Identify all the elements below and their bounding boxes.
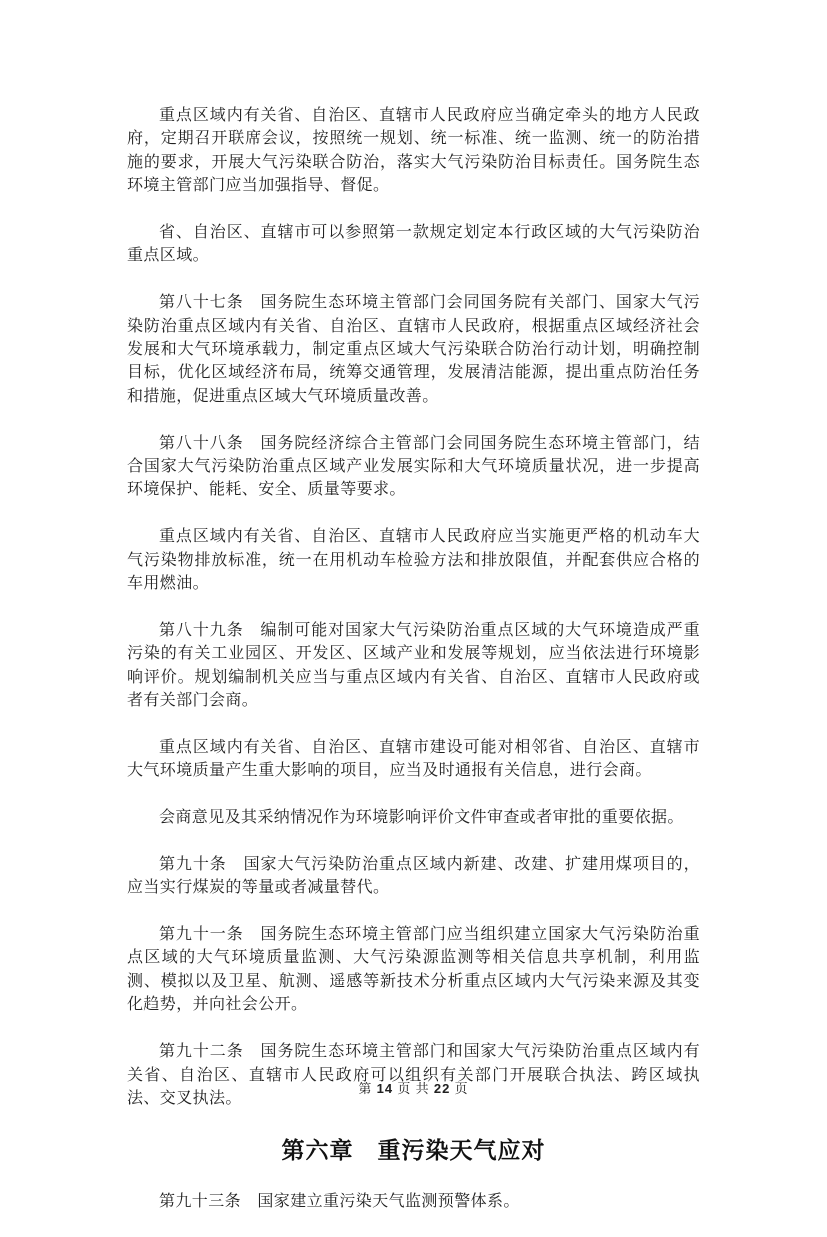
footer-label-prefix: 第 <box>358 1081 373 1096</box>
document-content <box>127 104 700 1237</box>
law-paragraph-article-91: 第九十一条 国务院生态环境主管部门应当组织建立国家大气污染防治重点区域的大气环境质量监测、大气污染源监测等相关信息共享机制，利用监测、模拟以及卫星、航测、遥感等新技术分析重点区域内大气污染来源及其变化趋势，并向社会公开。 <box>127 926 700 1014</box>
law-paragraph: 重点区域内有关省、自治区、直辖市人民政府应当实施更严格的机动车大气污染物排放标准，统一在用机动车检验方法和排放限值，并配套供应合格的车用燃油。 <box>127 528 700 593</box>
law-paragraph-article-88: 第八十八条 国务院经济综合主管部门会同国务院生态环境主管部门，结合国家大气污染防治重点区域产业发展实际和大气环境质量状况，进一步提高环境保护、能耗、安全、质量等要求。 <box>127 434 700 499</box>
footer-label-middle: 页 共 <box>397 1081 430 1096</box>
law-paragraph: 会商意见及其采纳情况作为环境影响评价文件审查或者审批的重要依据。 <box>159 809 684 827</box>
law-paragraph: 重点区域内有关省、自治区、直辖市人民政府应当确定牵头的地方人民政府，定期召开联席会议，按照统一规划、统一标准、统一监测、统一的防治措施的要求，开展大气污染联合防治，落实大气污染防治目标责任。国务院生态环境主管部门应当加强指导、督促。 <box>127 107 700 195</box>
law-paragraph-article-93: 第九十三条 国家建立重污染天气监测预警体系。 <box>159 1192 520 1210</box>
law-paragraph: 重点区域内有关省、自治区、直辖市建设可能对相邻省、自治区、直辖市大气环境质量产生重大影响的项目，应当及时通报有关信息，进行会商。 <box>127 738 700 780</box>
law-paragraph-article-89: 第八十九条 编制可能对国家大气污染防治重点区域的大气环境造成严重污染的有关工业园区、开发区、区域产业和发展等规划，应当依法进行环境影响评价。规划编制机关应当与重点区域内有关省、自治区、直辖市人民政府或者有关部门会商。 <box>127 621 700 710</box>
footer-page-number: 14 <box>376 1081 394 1096</box>
law-paragraph: 省、自治区、直辖市可以参照第一款规定划定本行政区域的大气污染防治重点区域。 <box>127 224 700 265</box>
page-footer <box>0 1080 827 1097</box>
law-paragraph-article-87: 第八十七条 国务院生态环境主管部门会同国务院有关部门、国家大气污染防治重点区域内有关省、自治区、直辖市人民政府，根据重点区域经济社会发展和大气环境承载力，制定重点区域大气污染联合防治行动计划，明确控制目标，优化区域经济布局，统筹交通管理，发展清洁能源，提出重点防治任务和措施，促进重点区域大气环境质量改善。 <box>127 294 700 405</box>
footer-label-suffix: 页 <box>454 1081 469 1096</box>
chapter-heading: 第六章 重污染天气应对 <box>281 1136 546 1163</box>
law-paragraph-article-92: 第九十二条 国务院生态环境主管部门和国家大气污染防治重点区域内有关省、自治区、直辖市人民政府可以组织有关部门开展联合执法、跨区域执法、交叉执法。 <box>127 1043 700 1107</box>
footer-total-pages: 22 <box>433 1081 451 1096</box>
law-paragraph-article-90: 第九十条 国家大气污染防治重点区域内新建、改建、扩建用煤项目的，应当实行煤炭的等量或者减量替代。 <box>127 855 700 897</box>
